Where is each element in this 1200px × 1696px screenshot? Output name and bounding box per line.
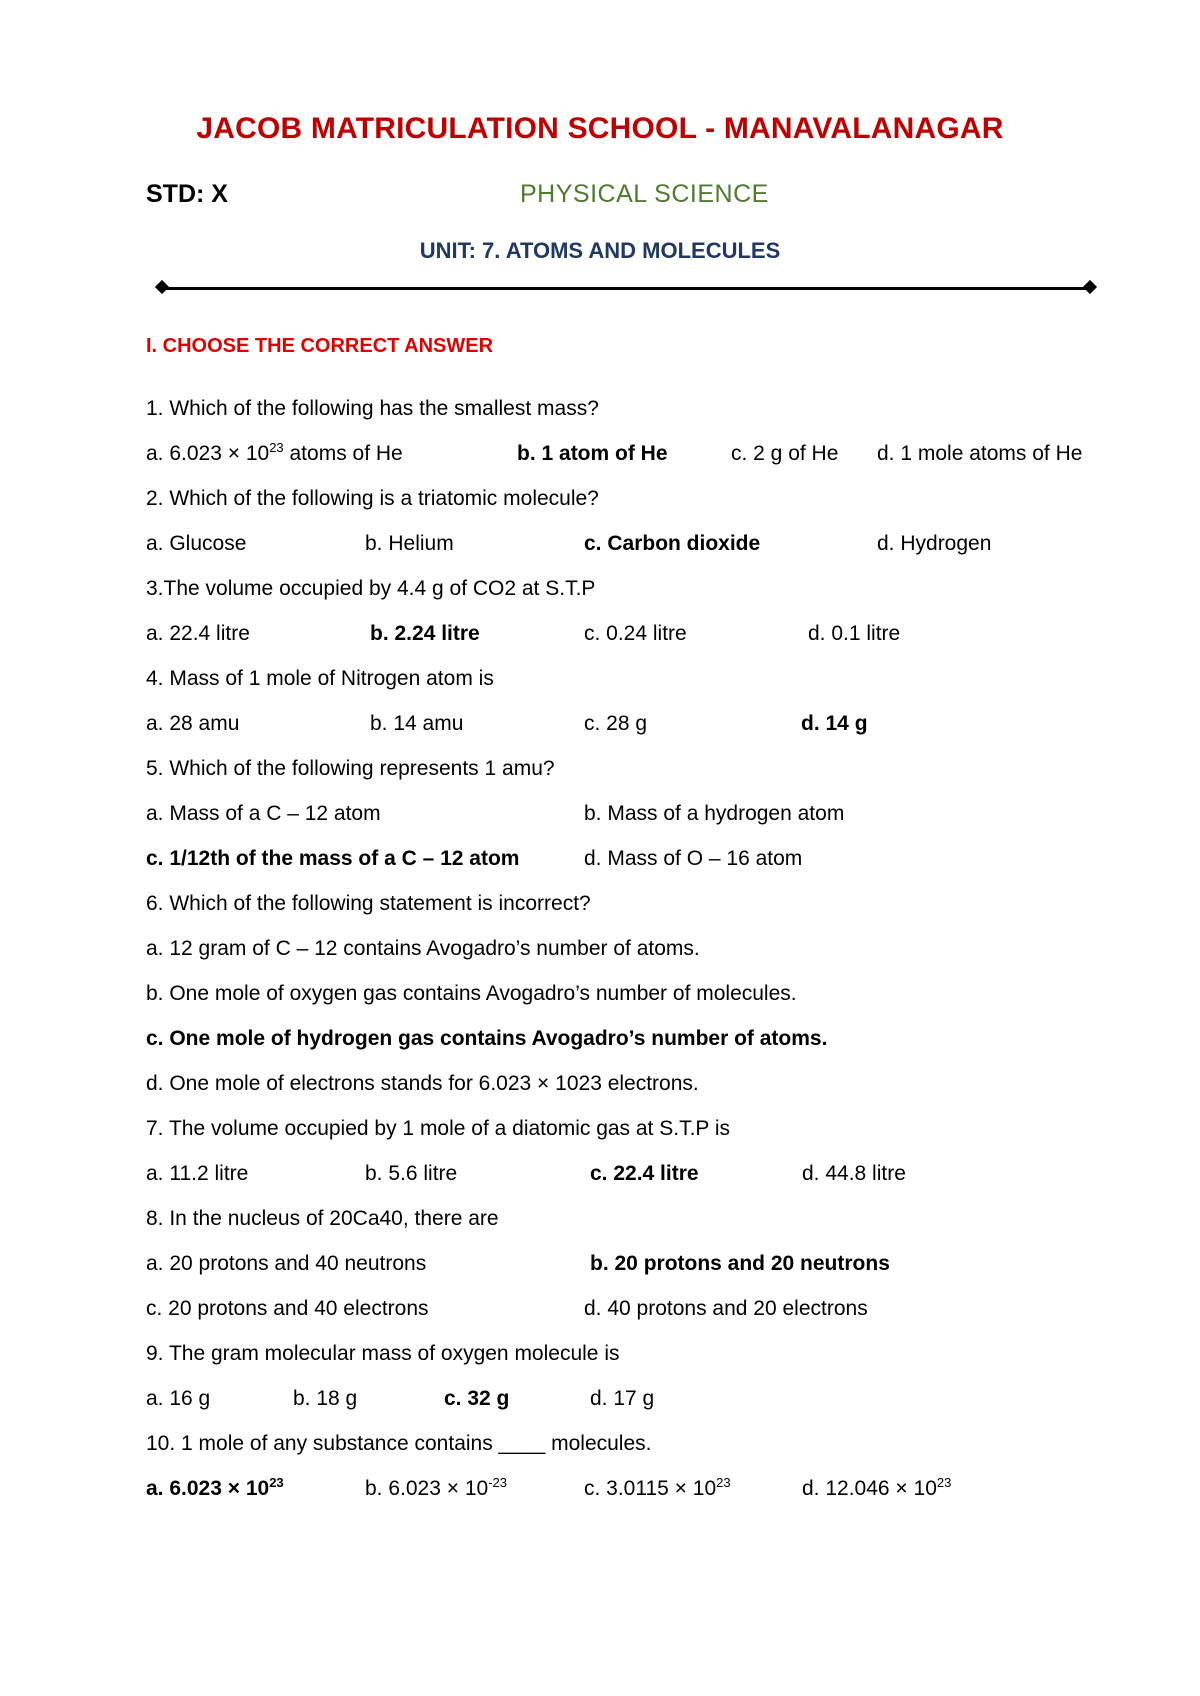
question-10: 10. 1 mole of any substance contains ____ molecules. (146, 1432, 652, 1455)
q4-option-a: a. 28 amu (146, 712, 240, 735)
q9-option-d: d. 17 g (590, 1387, 655, 1410)
school-name: JACOB MATRICULATION SCHOOL - MANAVALANAGAR (196, 112, 1004, 145)
q4-option-c: c. 28 g (584, 712, 648, 735)
q7-option-a: a. 11.2 litre (146, 1162, 249, 1185)
q9-option-a: a. 16 g (146, 1387, 211, 1410)
question-4: 4. Mass of 1 mole of Nitrogen atom is (146, 667, 494, 690)
q5-option-c: c. 1/12th of the mass of a C – 12 atom (146, 847, 520, 870)
q6-option-a: a. 12 gram of C – 12 contains Avogadro’s number of atoms. (146, 937, 700, 960)
unit-title: UNIT: 7. ATOMS AND MOLECULES (419, 238, 781, 263)
q1-option-c: c. 2 g of He (731, 442, 839, 465)
q2-option-d: d. Hydrogen (877, 532, 992, 555)
q8-option-d: d. 40 protons and 20 electrons (584, 1297, 868, 1320)
q3-option-a: a. 22.4 litre (146, 622, 250, 645)
q10-option-d: d. $12.046 \times 10^{23}$ (802, 1475, 952, 1500)
question-6: 6. Which of the following statement is incorrect? (146, 892, 591, 915)
standard-label: STD: X (146, 180, 228, 208)
q3-option-b: b. 2.24 litre (370, 622, 480, 645)
q1-option-a: a. $6.023 \times 10^{23}$ atoms of He (146, 440, 403, 465)
q10-option-a: a. $6.023 \times 10^{23}$ (146, 1475, 284, 1500)
divider-line (158, 287, 1094, 290)
q6-option-b: b. One mole of oxygen gas contains Avogadro’s number of molecules. (146, 982, 797, 1005)
question-3: 3.The volume occupied by 4.4 g of CO2 at S.T.P (146, 577, 596, 600)
q4-option-b: b. 14 amu (370, 712, 464, 735)
question-8: 8. In the nucleus of 20Ca40, there are (146, 1207, 499, 1230)
q5-option-d: d. Mass of O – 16 atom (584, 847, 803, 870)
question-2: 2. Which of the following is a triatomic molecule? (146, 487, 599, 510)
q1-option-d: d. 1 mole atoms of He (877, 442, 1083, 465)
question-9: 9. The gram molecular mass of oxygen molecule is (146, 1342, 620, 1365)
q10-option-c: c. $3.0115 \times 10^{23}$ (584, 1475, 731, 1500)
q8-option-a: a. 20 protons and 40 neutrons (146, 1252, 427, 1275)
q5-option-b: b. Mass of a hydrogen atom (584, 802, 845, 825)
subject-label: PHYSICAL SCIENCE (520, 180, 769, 208)
q9-option-c: c. 32 g (444, 1387, 510, 1410)
q2-option-c: c. Carbon dioxide (584, 532, 761, 555)
q7-option-d: d. 44.8 litre (802, 1162, 906, 1185)
q2-option-a: a. Glucose (146, 532, 247, 555)
q8-option-b: b. 20 protons and 20 neutrons (590, 1252, 890, 1275)
q4-option-d: d. 14 g (801, 712, 868, 735)
q6-option-d: d. One mole of electrons stands for 6.023 × 1023 electrons. (146, 1072, 699, 1095)
q7-option-b: b. 5.6 litre (365, 1162, 458, 1185)
q10-option-b: b. $6.023 \times 10^{-23}$ (365, 1475, 507, 1500)
question-1: 1. Which of the following has the smallest mass? (146, 397, 599, 420)
q3-option-d: d. 0.1 litre (808, 622, 901, 645)
q6-option-c: c. One mole of hydrogen gas contains Avogadro’s number of atoms. (146, 1027, 828, 1050)
q1-option-b: b. 1 atom of He (517, 442, 668, 465)
q8-option-c: c. 20 protons and 40 electrons (146, 1297, 429, 1320)
q3-option-c: c. 0.24 litre (584, 622, 687, 645)
q2-option-b: b. Helium (365, 532, 454, 555)
q7-option-c: c. 22.4 litre (590, 1162, 699, 1185)
question-5: 5. Which of the following represents 1 amu? (146, 757, 555, 780)
divider-right-diamond (1083, 280, 1097, 294)
section-title: I. CHOOSE THE CORRECT ANSWER (146, 335, 494, 357)
q9-option-b: b. 18 g (293, 1387, 358, 1410)
question-7: 7. The volume occupied by 1 mole of a diatomic gas at S.T.P is (146, 1117, 731, 1140)
q5-option-a: a. Mass of a C – 12 atom (146, 802, 381, 825)
